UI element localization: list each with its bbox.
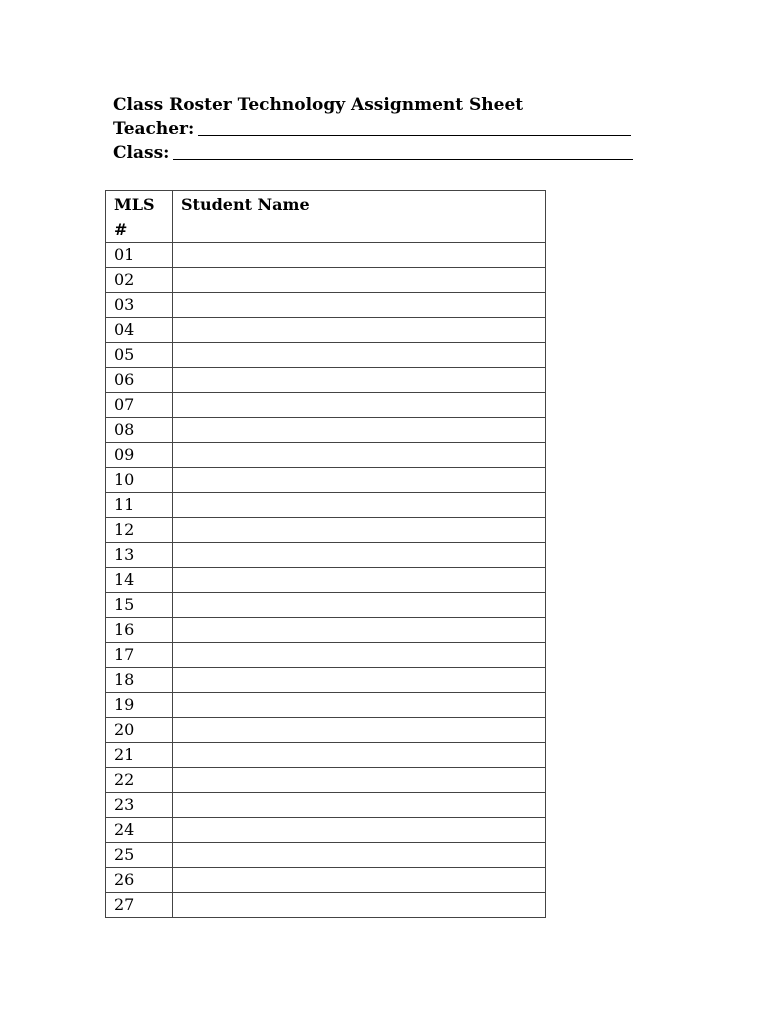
student-name-cell[interactable] (173, 593, 546, 618)
student-name-cell[interactable] (173, 718, 546, 743)
table-row (106, 668, 546, 693)
mls-number-cell: 27 (106, 893, 173, 918)
table-row (106, 568, 546, 593)
mls-number-cell: 05 (106, 343, 173, 368)
table-row (106, 418, 546, 443)
student-name-cell[interactable] (173, 268, 546, 293)
table-row (106, 343, 546, 368)
teacher-label: Teacher: (113, 119, 195, 139)
teacher-blank-line[interactable] (198, 135, 631, 136)
teacher-field (113, 117, 673, 141)
class-field (113, 141, 673, 165)
mls-number-cell: 03 (106, 293, 173, 318)
table-row (106, 793, 546, 818)
table-row (106, 368, 546, 393)
table-row (106, 493, 546, 518)
student-name-cell[interactable] (173, 843, 546, 868)
mls-number-cell: 25 (106, 843, 173, 868)
student-name-cell[interactable] (173, 343, 546, 368)
table-row (106, 268, 546, 293)
student-name-cell[interactable] (173, 568, 546, 593)
mls-number-cell: 14 (106, 568, 173, 593)
class-label: Class: (113, 143, 170, 163)
student-name-cell[interactable] (173, 518, 546, 543)
student-name-cell[interactable] (173, 818, 546, 843)
table-row (106, 518, 546, 543)
student-name-cell[interactable] (173, 468, 546, 493)
table-row (106, 293, 546, 318)
document-title: Class Roster Technology Assignment Sheet (113, 95, 524, 115)
mls-number-cell: 19 (106, 693, 173, 718)
student-name-cell[interactable] (173, 893, 546, 918)
student-name-cell[interactable] (173, 243, 546, 268)
mls-number-cell: 10 (106, 468, 173, 493)
mls-number-cell: 23 (106, 793, 173, 818)
roster-table (105, 190, 546, 918)
mls-number-cell: 20 (106, 718, 173, 743)
mls-number-cell: 09 (106, 443, 173, 468)
table-row (106, 893, 546, 918)
student-name-cell[interactable] (173, 318, 546, 343)
student-name-cell[interactable] (173, 868, 546, 893)
mls-number-cell: 18 (106, 668, 173, 693)
table-row (106, 593, 546, 618)
mls-number-cell: 13 (106, 543, 173, 568)
mls-number-cell: 07 (106, 393, 173, 418)
table-row (106, 643, 546, 668)
student-name-cell[interactable] (173, 743, 546, 768)
mls-number-cell: 26 (106, 868, 173, 893)
student-name-cell[interactable] (173, 543, 546, 568)
table-row (106, 543, 546, 568)
mls-number-cell: 24 (106, 818, 173, 843)
mls-number-cell: 02 (106, 268, 173, 293)
student-name-cell[interactable] (173, 368, 546, 393)
student-name-cell[interactable] (173, 793, 546, 818)
document-header (113, 93, 673, 165)
student-name-cell[interactable] (173, 668, 546, 693)
table-row (106, 318, 546, 343)
mls-number-cell: 08 (106, 418, 173, 443)
column-header-mls: MLS # (106, 191, 173, 243)
student-name-cell[interactable] (173, 418, 546, 443)
table-row (106, 393, 546, 418)
student-name-cell[interactable] (173, 493, 546, 518)
column-header-student-name: Student Name (173, 191, 546, 243)
mls-number-cell: 21 (106, 743, 173, 768)
mls-number-cell: 01 (106, 243, 173, 268)
table-row (106, 868, 546, 893)
student-name-cell[interactable] (173, 643, 546, 668)
mls-number-cell: 22 (106, 768, 173, 793)
mls-number-cell: 16 (106, 618, 173, 643)
student-name-cell[interactable] (173, 393, 546, 418)
class-blank-line[interactable] (173, 159, 633, 160)
table-row (106, 818, 546, 843)
student-name-cell[interactable] (173, 693, 546, 718)
student-name-cell[interactable] (173, 768, 546, 793)
mls-number-cell: 06 (106, 368, 173, 393)
mls-number-cell: 04 (106, 318, 173, 343)
table-row (106, 693, 546, 718)
roster-body (106, 243, 546, 918)
student-name-cell[interactable] (173, 618, 546, 643)
table-row (106, 843, 546, 868)
student-name-cell[interactable] (173, 443, 546, 468)
table-row (106, 443, 546, 468)
table-header-row (106, 191, 546, 243)
mls-number-cell: 15 (106, 593, 173, 618)
table-row (106, 743, 546, 768)
student-name-cell[interactable] (173, 293, 546, 318)
table-row (106, 468, 546, 493)
table-row (106, 243, 546, 268)
mls-number-cell: 17 (106, 643, 173, 668)
mls-number-cell: 12 (106, 518, 173, 543)
table-row (106, 768, 546, 793)
mls-number-cell: 11 (106, 493, 173, 518)
table-row (106, 618, 546, 643)
table-row (106, 718, 546, 743)
